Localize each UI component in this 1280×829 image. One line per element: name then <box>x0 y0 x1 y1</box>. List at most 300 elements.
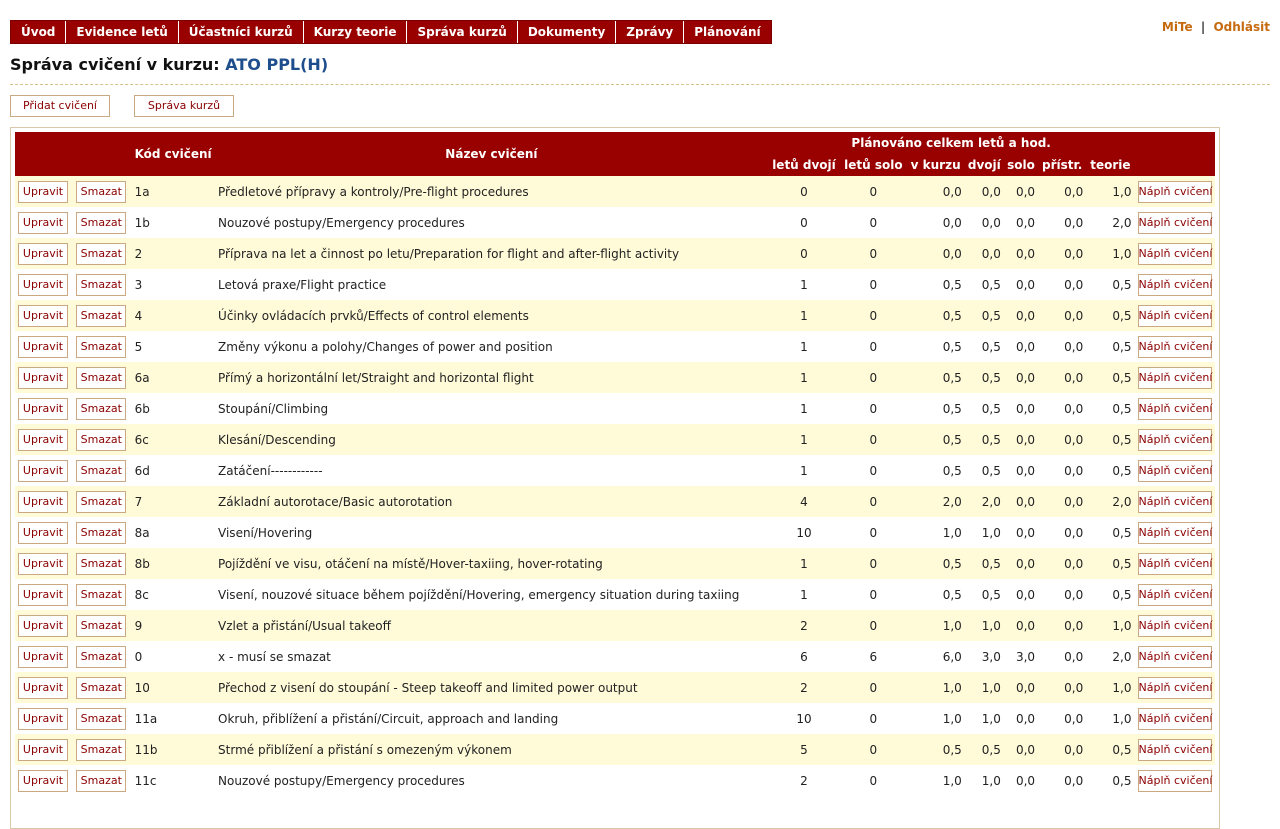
exercise-content-button[interactable]: Náplň cvičení <box>1138 646 1212 668</box>
num-flights-solo: 0 <box>840 393 906 424</box>
table-row <box>15 424 1215 455</box>
hours-solo: 0,0 <box>1004 579 1038 610</box>
edit-button[interactable]: Upravit <box>18 305 68 327</box>
hours-in-course: 0,5 <box>907 455 965 486</box>
exercise-name: x - musí se smazat <box>215 641 768 672</box>
hours-theory: 0,5 <box>1086 393 1134 424</box>
hours-solo: 0,0 <box>1004 548 1038 579</box>
table-row <box>15 362 1215 393</box>
num-flights-dual: 2 <box>768 765 840 796</box>
delete-cell <box>73 703 131 734</box>
exercise-code: 1b <box>132 207 215 238</box>
exercise-code: 8a <box>132 517 215 548</box>
hours-dual: 0,5 <box>965 548 1004 579</box>
hours-in-course: 6,0 <box>907 641 965 672</box>
edit-button[interactable]: Upravit <box>18 398 68 420</box>
exercise-content-button[interactable]: Náplň cvičení <box>1138 181 1212 203</box>
edit-button[interactable]: Upravit <box>18 181 68 203</box>
delete-button[interactable]: Smazat <box>76 584 126 606</box>
exercise-content-button[interactable]: Náplň cvičení <box>1138 243 1212 265</box>
page-title <box>10 55 328 74</box>
exercise-content-button[interactable]: Náplň cvičení <box>1138 553 1212 575</box>
hours-solo: 0,0 <box>1004 517 1038 548</box>
header-empty <box>1135 132 1216 154</box>
num-flights-solo: 0 <box>840 610 906 641</box>
delete-cell <box>73 176 131 207</box>
table-row <box>15 300 1215 331</box>
hours-theory: 0,5 <box>1086 331 1134 362</box>
hours-instrument: 0,0 <box>1038 641 1086 672</box>
num-flights-solo: 0 <box>840 207 906 238</box>
num-flights-solo: 0 <box>840 238 906 269</box>
hours-dual: 0,5 <box>965 579 1004 610</box>
delete-cell <box>73 579 131 610</box>
table-row <box>15 548 1215 579</box>
hours-theory: 1,0 <box>1086 610 1134 641</box>
hours-instrument: 0,0 <box>1038 331 1086 362</box>
hours-dual: 2,0 <box>965 486 1004 517</box>
exercise-code: 6d <box>132 455 215 486</box>
num-flights-solo: 0 <box>840 734 906 765</box>
hours-theory: 0,5 <box>1086 300 1134 331</box>
hours-in-course: 0,5 <box>907 734 965 765</box>
delete-cell <box>73 455 131 486</box>
delete-cell <box>73 486 131 517</box>
edit-cell <box>15 765 73 796</box>
table-row <box>15 579 1215 610</box>
exercise-code: 11b <box>132 734 215 765</box>
hours-solo: 0,0 <box>1004 455 1038 486</box>
exercise-name: Přechod z visení do stoupání - Steep takeoff and limited power output <box>215 672 768 703</box>
table-row <box>15 517 1215 548</box>
delete-button[interactable]: Smazat <box>76 181 126 203</box>
hours-instrument: 0,0 <box>1038 486 1086 517</box>
hours-instrument: 0,0 <box>1038 610 1086 641</box>
content-cell <box>1135 300 1216 331</box>
hours-instrument: 0,0 <box>1038 455 1086 486</box>
num-flights-solo: 0 <box>840 765 906 796</box>
exercise-code: 3 <box>132 269 215 300</box>
header-flights-solo: letů solo <box>840 154 906 176</box>
edit-cell <box>15 703 73 734</box>
nav-item[interactable]: Správa kurzů <box>407 21 517 43</box>
hours-instrument: 0,0 <box>1038 517 1086 548</box>
exercise-name: Stoupání/Climbing <box>215 393 768 424</box>
content-cell <box>1135 424 1216 455</box>
content-cell <box>1135 734 1216 765</box>
hours-in-course: 0,5 <box>907 424 965 455</box>
content-cell <box>1135 393 1216 424</box>
exercise-name: Pojíždění ve visu, otáčení na místě/Hover-taxiing, hover-rotating <box>215 548 768 579</box>
num-flights-solo: 0 <box>840 455 906 486</box>
hours-in-course: 0,5 <box>907 362 965 393</box>
hours-in-course: 1,0 <box>907 703 965 734</box>
hours-dual: 0,5 <box>965 300 1004 331</box>
header-planned-group: Plánováno celkem letů a hod. <box>768 132 1135 154</box>
delete-button[interactable]: Smazat <box>76 212 126 234</box>
nav-item[interactable]: Účastníci kurzů <box>179 21 304 43</box>
hours-theory: 0,5 <box>1086 548 1134 579</box>
hours-dual: 0,0 <box>965 238 1004 269</box>
edit-button[interactable]: Upravit <box>18 522 68 544</box>
edit-button[interactable]: Upravit <box>18 336 68 358</box>
hours-in-course: 0,5 <box>907 548 965 579</box>
user-box <box>1162 20 1270 34</box>
num-flights-solo: 6 <box>840 641 906 672</box>
nav-item[interactable]: Plánování <box>694 25 761 39</box>
hours-in-course: 0,0 <box>907 238 965 269</box>
num-flights-solo: 0 <box>840 517 906 548</box>
exercise-content-button[interactable]: Náplň cvičení <box>1138 305 1212 327</box>
hours-dual: 0,5 <box>965 331 1004 362</box>
num-flights-dual: 10 <box>768 517 840 548</box>
nav-item[interactable]: Kurzy teorie <box>304 21 408 43</box>
hours-dual: 1,0 <box>965 672 1004 703</box>
hours-instrument: 0,0 <box>1038 548 1086 579</box>
exercise-content-button[interactable]: Náplň cvičení <box>1138 274 1212 296</box>
exercises-table-body <box>15 176 1215 796</box>
exercise-name: Vzlet a přistání/Usual takeoff <box>215 610 768 641</box>
exercise-content-button[interactable]: Náplň cvičení <box>1138 398 1212 420</box>
hours-instrument: 0,0 <box>1038 269 1086 300</box>
exercise-content-button[interactable]: Náplň cvičení <box>1138 584 1212 606</box>
table-row <box>15 486 1215 517</box>
edit-cell <box>15 424 73 455</box>
exercise-code: 6a <box>132 362 215 393</box>
content-cell <box>1135 176 1216 207</box>
content-cell <box>1135 579 1216 610</box>
edit-cell <box>15 641 73 672</box>
delete-cell <box>73 641 131 672</box>
table-row <box>15 455 1215 486</box>
exercise-name: Nouzové postupy/Emergency procedures <box>215 207 768 238</box>
exercises-panel <box>10 127 1220 829</box>
delete-button[interactable]: Smazat <box>76 305 126 327</box>
content-cell <box>1135 610 1216 641</box>
num-flights-dual: 2 <box>768 610 840 641</box>
main-navigation <box>10 20 772 44</box>
hours-instrument: 0,0 <box>1038 393 1086 424</box>
hours-in-course: 0,5 <box>907 269 965 300</box>
delete-button[interactable]: Smazat <box>76 553 126 575</box>
edit-button[interactable]: Upravit <box>18 646 68 668</box>
edit-button[interactable]: Upravit <box>18 429 68 451</box>
exercise-content-button[interactable]: Náplň cvičení <box>1138 367 1212 389</box>
hours-instrument: 0,0 <box>1038 579 1086 610</box>
hours-instrument: 0,0 <box>1038 703 1086 734</box>
num-flights-solo: 0 <box>840 331 906 362</box>
hours-in-course: 2,0 <box>907 486 965 517</box>
exercise-code: 4 <box>132 300 215 331</box>
num-flights-solo: 0 <box>840 300 906 331</box>
hours-in-course: 1,0 <box>907 765 965 796</box>
table-row <box>15 176 1215 207</box>
hours-in-course: 0,0 <box>907 207 965 238</box>
hours-theory: 0,5 <box>1086 455 1134 486</box>
delete-button[interactable]: Smazat <box>76 243 126 265</box>
delete-cell <box>73 610 131 641</box>
num-flights-dual: 10 <box>768 703 840 734</box>
header-empty <box>1135 154 1216 176</box>
header-in-course: v kurzu <box>907 154 965 176</box>
hours-instrument: 0,0 <box>1038 672 1086 703</box>
content-cell <box>1135 703 1216 734</box>
delete-button[interactable]: Smazat <box>76 615 126 637</box>
content-cell <box>1135 517 1216 548</box>
hours-theory: 0,5 <box>1086 579 1134 610</box>
edit-cell <box>15 362 73 393</box>
num-flights-dual: 6 <box>768 641 840 672</box>
edit-cell <box>15 672 73 703</box>
hours-solo: 0,0 <box>1004 486 1038 517</box>
edit-button[interactable]: Upravit <box>18 367 68 389</box>
content-cell <box>1135 269 1216 300</box>
manage-courses-button[interactable]: Správa kurzů <box>134 95 234 117</box>
num-flights-solo: 0 <box>840 579 906 610</box>
hours-solo: 0,0 <box>1004 703 1038 734</box>
num-flights-dual: 1 <box>768 424 840 455</box>
hours-theory: 1,0 <box>1086 238 1134 269</box>
num-flights-dual: 1 <box>768 362 840 393</box>
hours-dual: 1,0 <box>965 765 1004 796</box>
hours-in-course: 1,0 <box>907 672 965 703</box>
exercise-content-button[interactable]: Náplň cvičení <box>1138 677 1212 699</box>
exercise-name: Letová praxe/Flight practice <box>215 269 768 300</box>
num-flights-dual: 5 <box>768 734 840 765</box>
exercise-content-button[interactable]: Náplň cvičení <box>1138 739 1212 761</box>
nav-item[interactable]: Dokumenty <box>518 21 616 43</box>
hours-solo: 0,0 <box>1004 176 1038 207</box>
edit-button[interactable]: Upravit <box>18 739 68 761</box>
edit-cell <box>15 269 73 300</box>
exercise-name: Příprava na let a činnost po letu/Preparation for flight and after-flight activity <box>215 238 768 269</box>
delete-button[interactable]: Smazat <box>76 336 126 358</box>
edit-button[interactable]: Upravit <box>18 615 68 637</box>
hours-in-course: 1,0 <box>907 517 965 548</box>
nav-item[interactable]: Zprávy <box>616 21 684 43</box>
edit-button[interactable]: Upravit <box>18 460 68 482</box>
hours-solo: 0,0 <box>1004 269 1038 300</box>
hours-theory: 0,5 <box>1086 424 1134 455</box>
delete-button[interactable]: Smazat <box>76 770 126 792</box>
num-flights-dual: 0 <box>768 207 840 238</box>
table-row <box>15 393 1215 424</box>
course-name: ATO PPL(H) <box>225 55 329 74</box>
exercise-content-button[interactable]: Náplň cvičení <box>1138 460 1212 482</box>
edit-button[interactable]: Upravit <box>18 553 68 575</box>
username-link[interactable]: MiTe <box>1161 20 1193 34</box>
edit-cell <box>15 238 73 269</box>
hours-solo: 0,0 <box>1004 765 1038 796</box>
num-flights-dual: 2 <box>768 672 840 703</box>
logout-link[interactable]: Odhlásit <box>1213 20 1270 34</box>
hours-dual: 0,5 <box>965 734 1004 765</box>
exercise-code: 6c <box>132 424 215 455</box>
table-row <box>15 238 1215 269</box>
header-dual: dvojí <box>965 154 1004 176</box>
exercise-code: 1a <box>132 176 215 207</box>
delete-button[interactable]: Smazat <box>76 429 126 451</box>
exercise-name: Okruh, přiblížení a přistání/Circuit, approach and landing <box>215 703 768 734</box>
header-empty <box>73 154 131 176</box>
nav-item[interactable]: Úvod <box>11 21 66 43</box>
hours-instrument: 0,0 <box>1038 300 1086 331</box>
exercise-name: Základní autorotace/Basic autorotation <box>215 486 768 517</box>
exercise-code: 11c <box>132 765 215 796</box>
content-cell <box>1135 331 1216 362</box>
content-cell <box>1135 641 1216 672</box>
num-flights-solo: 0 <box>840 548 906 579</box>
delete-button[interactable]: Smazat <box>76 274 126 296</box>
delete-button[interactable]: Smazat <box>76 677 126 699</box>
delete-button[interactable]: Smazat <box>76 646 126 668</box>
hours-solo: 3,0 <box>1004 641 1038 672</box>
edit-button[interactable]: Upravit <box>18 212 68 234</box>
exercise-code: 5 <box>132 331 215 362</box>
table-row <box>15 765 1215 796</box>
edit-button[interactable]: Upravit <box>18 243 68 265</box>
content-cell <box>1135 548 1216 579</box>
hours-solo: 0,0 <box>1004 393 1038 424</box>
delete-cell <box>73 207 131 238</box>
table-row <box>15 672 1215 703</box>
exercise-code: 7 <box>132 486 215 517</box>
exercise-code: 6b <box>132 393 215 424</box>
hours-theory: 0,5 <box>1086 362 1134 393</box>
content-cell <box>1135 207 1216 238</box>
num-flights-dual: 0 <box>768 176 840 207</box>
hours-theory: 0,5 <box>1086 269 1134 300</box>
header-flights-dual: letů dvojí <box>768 154 840 176</box>
content-cell <box>1135 362 1216 393</box>
delete-cell <box>73 548 131 579</box>
exercise-name: Přímý a horizontální let/Straight and horizontal flight <box>215 362 768 393</box>
hours-in-course: 0,5 <box>907 579 965 610</box>
exercise-code: 2 <box>132 238 215 269</box>
num-flights-solo: 0 <box>840 703 906 734</box>
num-flights-dual: 1 <box>768 579 840 610</box>
hours-instrument: 0,0 <box>1038 734 1086 765</box>
exercise-content-button[interactable]: Náplň cvičení <box>1138 708 1212 730</box>
exercise-code: 10 <box>132 672 215 703</box>
hours-in-course: 0,5 <box>907 300 965 331</box>
edit-cell <box>15 331 73 362</box>
hours-dual: 0,0 <box>965 207 1004 238</box>
edit-button[interactable]: Upravit <box>18 274 68 296</box>
delete-cell <box>73 517 131 548</box>
nav-item[interactable]: Evidence letů <box>66 21 178 43</box>
num-flights-dual: 1 <box>768 300 840 331</box>
hours-dual: 0,5 <box>965 455 1004 486</box>
delete-cell <box>73 331 131 362</box>
edit-button[interactable]: Upravit <box>18 584 68 606</box>
exercise-code: 8b <box>132 548 215 579</box>
exercise-name: Změny výkonu a polohy/Changes of power and position <box>215 331 768 362</box>
divider <box>10 84 1270 85</box>
delete-button[interactable]: Smazat <box>76 398 126 420</box>
hours-solo: 0,0 <box>1004 207 1038 238</box>
exercises-table <box>15 132 1215 796</box>
delete-cell <box>73 362 131 393</box>
hours-theory: 1,0 <box>1086 176 1134 207</box>
edit-button[interactable]: Upravit <box>18 708 68 730</box>
exercise-code: 8c <box>132 579 215 610</box>
header-theory: teorie <box>1086 154 1134 176</box>
delete-cell <box>73 734 131 765</box>
exercise-name: Účinky ovládacích prvků/Effects of control elements <box>215 300 768 331</box>
table-row <box>15 610 1215 641</box>
hours-instrument: 0,0 <box>1038 176 1086 207</box>
exercise-content-button[interactable]: Náplň cvičení <box>1138 615 1212 637</box>
delete-button[interactable]: Smazat <box>76 491 126 513</box>
add-exercise-button[interactable]: Přidat cvičení <box>10 95 110 117</box>
edit-button[interactable]: Upravit <box>18 491 68 513</box>
table-row <box>15 331 1215 362</box>
edit-cell <box>15 207 73 238</box>
edit-cell <box>15 300 73 331</box>
delete-button[interactable]: Smazat <box>76 739 126 761</box>
exercise-content-button[interactable]: Náplň cvičení <box>1138 491 1212 513</box>
edit-cell <box>15 176 73 207</box>
edit-cell <box>15 734 73 765</box>
delete-button[interactable]: Smazat <box>76 708 126 730</box>
table-row <box>15 734 1215 765</box>
hours-instrument: 0,0 <box>1038 362 1086 393</box>
hours-theory: 0,5 <box>1086 517 1134 548</box>
exercise-content-button[interactable]: Náplň cvičení <box>1138 522 1212 544</box>
edit-button[interactable]: Upravit <box>18 677 68 699</box>
exercise-code: 9 <box>132 610 215 641</box>
exercise-code: 11a <box>132 703 215 734</box>
hours-solo: 0,0 <box>1004 362 1038 393</box>
table-row <box>15 641 1215 672</box>
hours-dual: 0,0 <box>965 176 1004 207</box>
num-flights-dual: 1 <box>768 269 840 300</box>
delete-button[interactable]: Smazat <box>76 522 126 544</box>
edit-button[interactable]: Upravit <box>18 770 68 792</box>
hours-theory: 2,0 <box>1086 641 1134 672</box>
hours-theory: 1,0 <box>1086 672 1134 703</box>
exercise-content-button[interactable]: Náplň cvičení <box>1138 429 1212 451</box>
edit-cell <box>15 517 73 548</box>
exercise-content-button[interactable]: Náplň cvičení <box>1138 770 1212 792</box>
delete-cell <box>73 765 131 796</box>
header-code: Kód cvičení <box>132 132 215 176</box>
num-flights-solo: 0 <box>840 362 906 393</box>
header-empty <box>15 132 73 154</box>
exercise-content-button[interactable]: Náplň cvičení <box>1138 212 1212 234</box>
num-flights-dual: 0 <box>768 238 840 269</box>
hours-dual: 1,0 <box>965 610 1004 641</box>
num-flights-dual: 1 <box>768 331 840 362</box>
delete-button[interactable]: Smazat <box>76 367 126 389</box>
hours-theory: 2,0 <box>1086 486 1134 517</box>
user-separator: | <box>1200 20 1206 34</box>
hours-dual: 1,0 <box>965 703 1004 734</box>
num-flights-dual: 1 <box>768 548 840 579</box>
delete-cell <box>73 300 131 331</box>
delete-button[interactable]: Smazat <box>76 460 126 482</box>
hours-dual: 0,5 <box>965 393 1004 424</box>
delete-cell <box>73 672 131 703</box>
hours-theory: 0,5 <box>1086 734 1134 765</box>
hours-in-course: 0,0 <box>907 176 965 207</box>
hours-solo: 0,0 <box>1004 672 1038 703</box>
hours-dual: 1,0 <box>965 517 1004 548</box>
exercise-content-button[interactable]: Náplň cvičení <box>1138 336 1212 358</box>
hours-dual: 0,5 <box>965 362 1004 393</box>
content-cell <box>1135 238 1216 269</box>
